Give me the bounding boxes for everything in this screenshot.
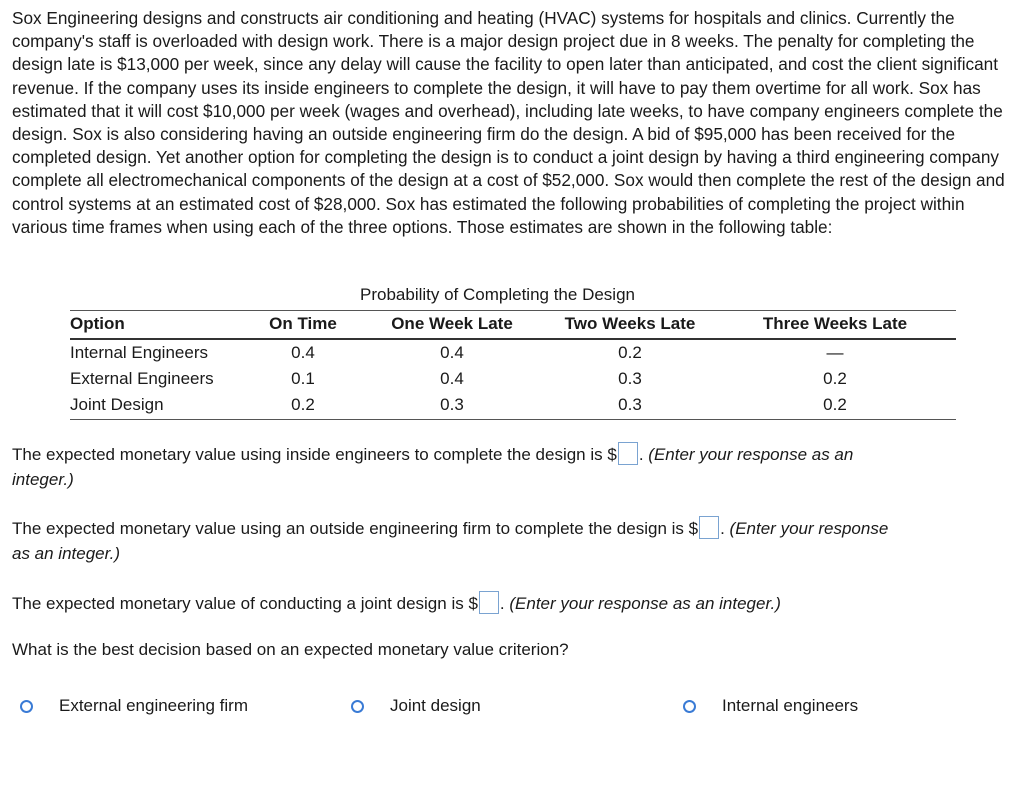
row-internal-on-time: 0.4 — [291, 343, 315, 362]
question-joint-text: The expected monetary value of conducting a joint design is $ — [12, 594, 478, 613]
answer-input-joint-design[interactable] — [479, 591, 499, 614]
radio-button-icon[interactable] — [20, 700, 33, 713]
header-two-weeks-late: Two Weeks Late — [564, 314, 696, 333]
row-external-option: External Engineers — [70, 369, 214, 388]
radio-button-icon[interactable] — [683, 700, 696, 713]
question-inside-engineers — [12, 442, 1012, 492]
radio-button-icon[interactable] — [351, 700, 364, 713]
row-internal-two-weeks: 0.2 — [618, 343, 642, 362]
problem-statement: Sox Engineering designs and constructs air conditioning and heating (HVAC) systems for hospitals and clinics. Currently the company's staff is overloaded with design work. There is a major design project due in 8 weeks. The penalty for completing the design late is $13,000 per week, since any delay will cause the facility to open later than anticipated, and cost the client significant revenue. If the company uses its inside engineers to complete the design, it will have to pay them overtime for all work. Sox has estimated that it will cost $10,000 per week (wages and overhead), including late weeks, to have company engineers complete the design. Sox is also considering having an outside engineering firm do the design. A bid of $95,000 has been received for the completed design. Yet another option for completing the design is to conduct a joint design by having a third engineering company complete all electromechanical components of the design at a cost of $52,000. Sox would then complete the rest of the design and control systems at an estimated cost of $28,000. Sox has estimated the following probabilities of completing the project within various time frames when using each of the three options. Those estimates are shown in the following table: — [12, 8, 1005, 237]
row-joint-on-time: 0.2 — [291, 395, 315, 414]
question-joint-design — [12, 591, 1012, 616]
row-joint-two-weeks: 0.3 — [618, 395, 642, 414]
question-best-decision: What is the best decision based on an expected monetary value criterion? — [12, 640, 569, 659]
choice-joint-design[interactable] — [351, 695, 481, 717]
choice-external-label: External engineering firm — [59, 696, 248, 715]
row-joint-one-week: 0.3 — [440, 395, 464, 414]
header-option: Option — [70, 314, 125, 333]
question-inside-hint: (Enter your response as an — [648, 445, 854, 464]
table-top-rule — [70, 310, 956, 311]
row-internal-option: Internal Engineers — [70, 343, 208, 362]
question-inside-hint-end: integer.) — [12, 470, 74, 489]
question-outside-hint-end: as an integer.) — [12, 544, 121, 563]
question-outside-text: The expected monetary value using an outside engineering firm to complete the design is $ — [12, 519, 699, 538]
header-three-weeks-late: Three Weeks Late — [762, 314, 908, 333]
question-outside-firm — [12, 516, 1012, 566]
choice-joint-label: Joint design — [390, 696, 481, 715]
header-one-week-late: One Week Late — [391, 314, 513, 333]
row-external-two-weeks: 0.3 — [618, 369, 642, 388]
row-internal-one-week: 0.4 — [440, 343, 464, 362]
row-joint-option: Joint Design — [70, 395, 164, 414]
table-header-rule — [70, 338, 956, 340]
answer-input-outside-firm[interactable] — [699, 516, 719, 539]
question-joint-hint: (Enter your response as an integer.) — [509, 594, 781, 613]
header-on-time: On Time — [269, 314, 337, 333]
row-external-on-time: 0.1 — [291, 369, 315, 388]
row-internal-three-weeks: — — [826, 343, 844, 362]
question-outside-period: . — [720, 519, 725, 538]
table-bottom-rule — [70, 419, 956, 420]
choice-internal-engineers[interactable] — [683, 695, 858, 717]
choice-external-engineering-firm[interactable] — [20, 695, 248, 717]
row-external-one-week: 0.4 — [440, 369, 464, 388]
table-title: Probability of Completing the Design — [360, 285, 635, 304]
question-inside-text: The expected monetary value using inside engineers to complete the design is $ — [12, 445, 617, 464]
question-joint-period: . — [499, 594, 505, 613]
choice-internal-label: Internal engineers — [722, 696, 859, 715]
row-external-three-weeks: 0.2 — [823, 369, 847, 388]
question-inside-period: . — [638, 445, 644, 464]
question-outside-hint: (Enter your response — [729, 519, 889, 538]
answer-input-inside-engineers[interactable] — [618, 442, 638, 465]
row-joint-three-weeks: 0.2 — [823, 395, 847, 414]
